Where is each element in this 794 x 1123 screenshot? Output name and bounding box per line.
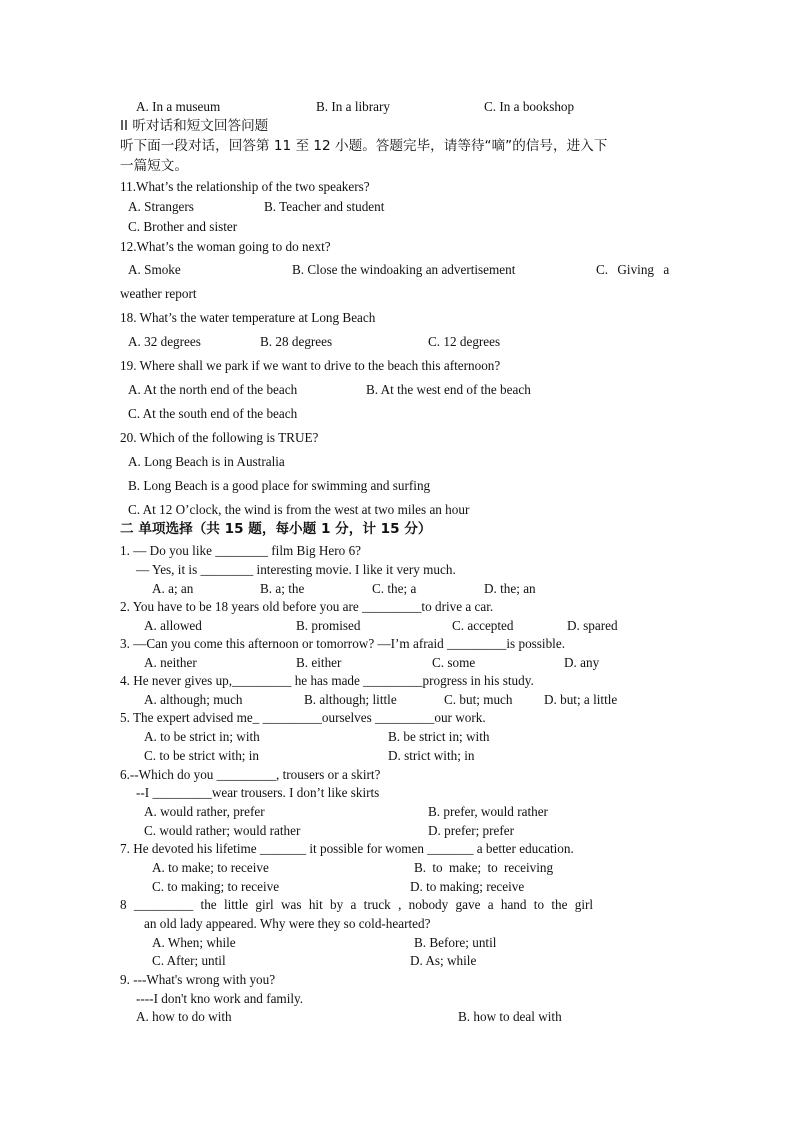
option-b: B. to make; to receiving — [414, 860, 554, 875]
option-b: B. promised — [296, 618, 361, 633]
question-stem: 12.What’s the woman going to do next? — [120, 239, 331, 254]
option-d: D. the; an — [484, 581, 536, 596]
option-c: C. Giving a — [596, 262, 670, 277]
option-c: C. the; a — [372, 581, 417, 596]
question-stem: 4. He never gives up,_________ he has made _________progress in his study. — [120, 673, 534, 688]
option-a: A. Long Beach is in Australia — [128, 454, 285, 469]
question-stem: 5. The expert advised me_ _________ourselves _________our work. — [120, 710, 486, 725]
option-b: B. Close the windoaking an advertisement — [292, 262, 516, 277]
option-a: A. Strangers — [128, 199, 194, 214]
option-a: A. At the north end of the beach — [128, 382, 298, 397]
option-a: A. 32 degrees — [128, 334, 201, 349]
option-a: A. a; an — [152, 581, 194, 596]
option-c: C. In a bookshop — [484, 99, 575, 114]
option-d: D. spared — [567, 618, 618, 633]
option-a: A. would rather, prefer — [144, 804, 265, 819]
option-a: A. how to do with — [136, 1009, 232, 1024]
option-b: B. how to deal with — [458, 1009, 562, 1024]
option-a: A. allowed — [144, 618, 202, 633]
question-stem-cont: — Yes, it is ________ interesting movie. I like it very much. — [136, 562, 456, 577]
option-c: C. At the south end of the beach — [128, 406, 298, 421]
question-stem: 11.What’s the relationship of the two speakers? — [120, 179, 370, 194]
option-c: C. accepted — [452, 618, 514, 633]
option-c: C. some — [432, 655, 476, 670]
option-c: C. to making; to receive — [152, 879, 280, 894]
question-stem-cont: an old lady appeared. Why were they so cold-hearted? — [144, 916, 431, 931]
option-b: B. At the west end of the beach — [366, 382, 531, 397]
option-c: C. to be strict with; in — [144, 748, 260, 763]
option-a: A. neither — [144, 655, 197, 670]
section-instruction-cont: 一篇短文。 — [120, 158, 188, 174]
option-c: C. After; until — [152, 953, 226, 968]
option-d: D. any — [564, 655, 600, 670]
option-c: C. At 12 O’clock, the wind is from the west at two miles an hour — [128, 502, 470, 517]
option-a: A. although; much — [144, 692, 243, 707]
question-stem: 7. He devoted his lifetime _______ it possible for women _______ a better education. — [120, 841, 574, 856]
option-b: B. Long Beach is a good place for swimming and surfing — [128, 478, 431, 493]
question-stem: 8 _________ the little girl was hit by a truck , nobody gave a hand to the girl — [120, 897, 594, 912]
option-c: C. would rather; would rather — [144, 823, 301, 838]
option-b: B. In a library — [316, 99, 390, 114]
option-b: B. either — [296, 655, 342, 670]
question-stem: 20. Which of the following is TRUE? — [120, 430, 319, 445]
option-d: D. strict with; in — [388, 748, 475, 763]
option-c: C. Brother and sister — [128, 219, 238, 234]
option-a: A. In a museum — [136, 99, 221, 114]
section-heading: II 听对话和短文回答问题 — [120, 118, 269, 134]
option-b: B. a; the — [260, 581, 305, 596]
question-stem: 9. ---What's wrong with you? — [120, 972, 276, 987]
option-b: B. although; little — [304, 692, 397, 707]
question-stem: 18. What’s the water temperature at Long Beach — [120, 310, 376, 325]
question-stem-cont: ----I don't kno work and family. — [136, 991, 304, 1006]
option-d: D. As; while — [410, 953, 477, 968]
question-stem: 2. You have to be 18 years old before you are _________to drive a car. — [120, 599, 494, 614]
option-a: A. to make; to receive — [152, 860, 269, 875]
option-b: B. Teacher and student — [264, 199, 385, 214]
option-b: B. 28 degrees — [260, 334, 333, 349]
question-stem-cont: --I _________wear trousers. I don’t like skirts — [136, 785, 380, 800]
section-heading: 二 单项选择（共 15 题，每小题 1 分，计 15 分） — [120, 521, 432, 537]
option-c: C. but; much — [444, 692, 513, 707]
section-instruction: 听下面一段对话，回答第 11 至 12 小题。答题完毕，请等待“嘀”的信号，进入下 — [120, 138, 608, 154]
option-d: D. to making; receive — [410, 879, 525, 894]
option-a: A. When; while — [152, 935, 236, 950]
option-c-continued: weather report — [120, 286, 197, 301]
option-d: D. prefer; prefer — [428, 823, 515, 838]
option-b: B. be strict in; with — [388, 729, 490, 744]
question-stem: 3. —Can you come this afternoon or tomorrow? —I’m afraid _________is possible. — [120, 636, 565, 651]
option-d: D. but; a little — [544, 692, 618, 707]
question-stem: 1. — Do you like ________ film Big Hero 6? — [120, 543, 362, 558]
option-b: B. Before; until — [414, 935, 497, 950]
option-a: A. Smoke — [128, 262, 181, 277]
option-c: C. 12 degrees — [428, 334, 501, 349]
option-b: B. prefer, would rather — [428, 804, 548, 819]
option-a: A. to be strict in; with — [144, 729, 260, 744]
question-stem: 19. Where shall we park if we want to drive to the beach this afternoon? — [120, 358, 501, 373]
question-stem: 6.--Which do you _________, trousers or a skirt? — [120, 767, 381, 782]
